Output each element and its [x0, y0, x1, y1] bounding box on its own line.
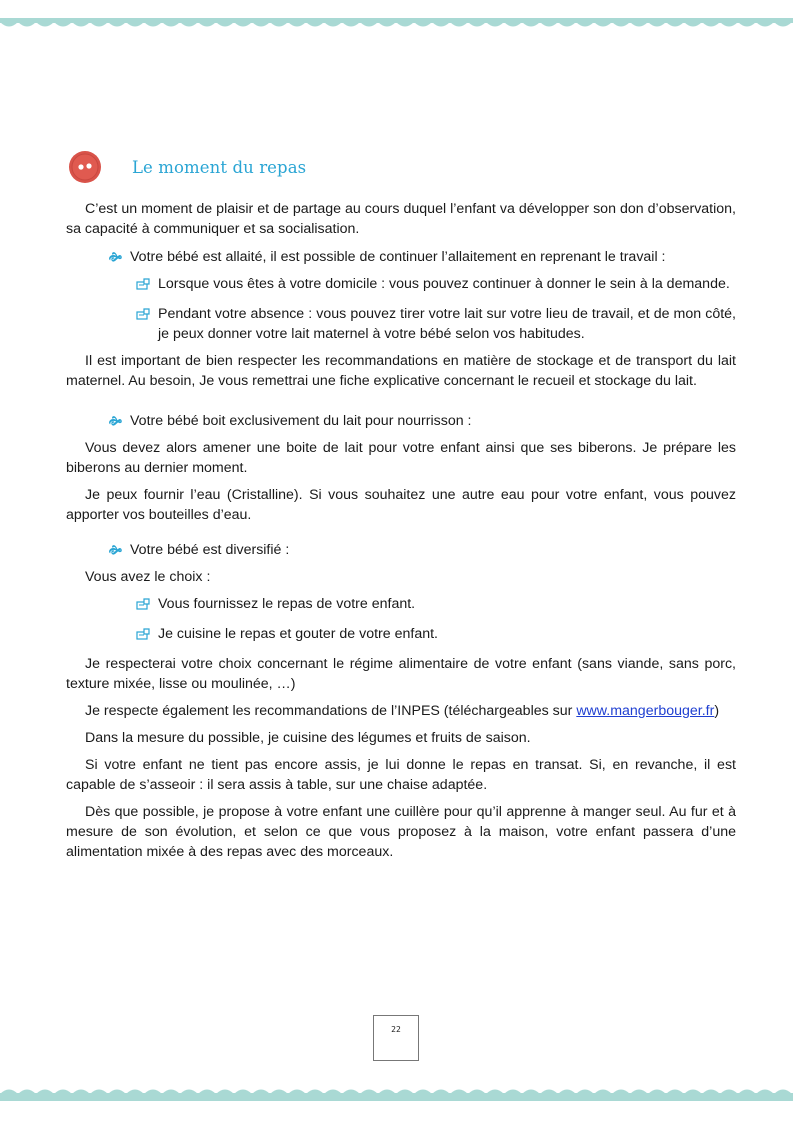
mangerbouger-link[interactable]: www.mangerbouger.fr — [576, 703, 715, 719]
seasonal-paragraph: Dans la mesure du possible, je cuisine des légumes et fruits de saison. — [85, 730, 531, 746]
curly-bullet-icon: 🙞 — [108, 414, 121, 428]
spoon-paragraph: Dès que possible, je propose à votre enfant une cuillère pour qu’il apprenne à manger seul. Au fur et à mesure de son évolution, et selon ce que vous proposez à la maison, votre enfant passera d’une alimentation mixée à des repas avec des morceaux. — [66, 804, 736, 860]
red-button-icon — [68, 150, 102, 184]
mailbox-icon — [136, 304, 158, 327]
curly-bullet-icon: 🙞 — [108, 250, 121, 264]
intro-paragraph: C’est un moment de plaisir et de partage au cours duquel l’enfant va développer son don d’observation, sa capacité à communiquer et sa socialisation. — [66, 201, 736, 237]
page-number: 22 — [373, 1015, 419, 1061]
list-item: 🙞 Votre bébé boit exclusivement du lait pour nourrisson : — [108, 413, 472, 429]
diet-paragraph: Je respecterai votre choix concernant le régime alimentaire de votre enfant (sans viande, sans porc, texture mixée, lisse ou moulinée, …) — [66, 656, 736, 692]
list-item: Je cuisine le repas et gouter de votre enfant. — [66, 624, 736, 647]
list-item: Lorsque vous êtes à votre domicile : vous pouvez continuer à donner le sein à la demande. — [66, 274, 736, 297]
mailbox-icon — [136, 624, 158, 647]
mailbox-icon — [136, 594, 158, 617]
list-item: Pendant votre absence : vous pouvez tirer votre lait sur votre lieu de travail, et de mon côté, je peux donner votre lait maternel à votre bébé selon vos habitudes. — [66, 304, 736, 344]
formula-paragraph-1: Vous devez alors amener une boite de lait pour votre enfant ainsi que ses biberons. Je prépare les biberons au dernier moment. — [66, 440, 736, 476]
list-item: 🙞 Votre bébé est diversifié : — [108, 542, 290, 558]
choice-intro: Vous avez le choix : — [85, 569, 211, 585]
section-title: Le moment du repas — [132, 157, 307, 177]
storage-paragraph: Il est important de bien respecter les recommandations en matière de stockage et de transport du lait maternel. Au besoin, Je vous remettrai une fiche explicative concernant le recueil et stockage du lait. — [66, 353, 736, 389]
top-scallop-border — [0, 18, 793, 32]
section-heading — [68, 150, 306, 184]
mailbox-icon — [136, 274, 158, 297]
seating-paragraph: Si votre enfant ne tient pas encore assis, je lui donne le repas en transat. Si, en revanche, il est capable de s’asseoir : il sera assis à table, sur une chaise adaptée. — [66, 757, 736, 793]
formula-paragraph-2: Je peux fournir l’eau (Cristalline). Si vous souhaitez une autre eau pour votre enfant, vous pouvez apporter vos bouteilles d’eau. — [66, 487, 736, 523]
curly-bullet-icon: 🙞 — [108, 543, 121, 557]
bottom-scallop-border — [0, 1087, 793, 1101]
list-item: 🙞 Votre bébé est allaité, il est possible de continuer l’allaitement en reprenant le travail : — [108, 249, 666, 265]
inpes-paragraph: Je respecte également les recommandations de l’INPES (téléchargeables sur www.mangerbouger.fr) — [85, 703, 720, 719]
document-body — [66, 199, 736, 862]
list-item: Vous fournissez le repas de votre enfant. — [66, 594, 736, 617]
